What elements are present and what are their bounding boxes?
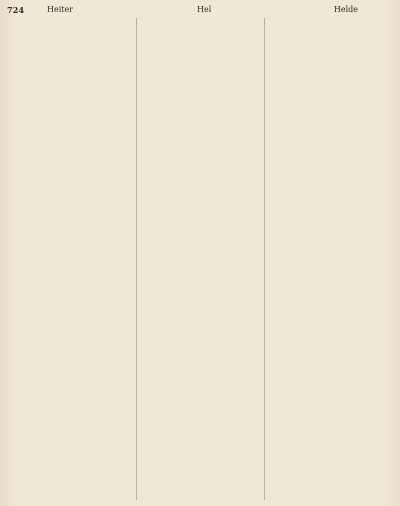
guide-word-left: Heiter — [47, 5, 74, 14]
column-right — [264, 18, 393, 500]
page-number: 724 — [7, 5, 25, 15]
guide-word-center: Hel — [197, 5, 212, 14]
text-columns — [7, 18, 393, 500]
running-header — [7, 4, 393, 16]
column-left — [7, 18, 136, 500]
guide-word-right: Helde — [333, 5, 358, 14]
column-middle — [136, 18, 265, 500]
